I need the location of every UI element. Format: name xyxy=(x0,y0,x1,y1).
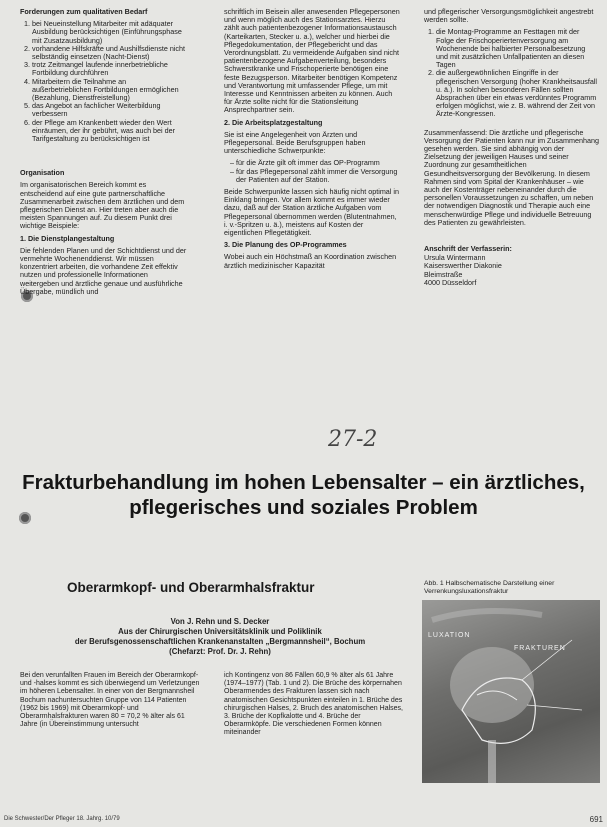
list-item: – für das Pflegepersonal zählt immer die Versorgung der Patienten auf der Station. xyxy=(236,168,402,184)
section-heading: Organisation xyxy=(20,168,65,178)
xray-drawing xyxy=(422,600,600,783)
address-line: Kaiserswerther Diakonie xyxy=(424,261,502,271)
paragraph: ich Kontingenz von 86 Fällen 60,9 % älter als 61 Jahre (1974–1977) (Tab. 1 und 2). Die Brüche des körpernahen Oberarmendes des Frakturen lassen sich nach anatomischen Gesichtspunkten einteilen in 1. Brüche des chirurgischen Halses, 2. Bruch des anatomischen Halses, 3. Brüche der Kopfkalotte und 4. Brüche der Oberarmköpfe. Die verschiedenen Formen können miteinander xyxy=(224,672,403,737)
list-item: 2. die außergewöhnlichen Eingriffe in der pflegerischen Versorgung (hoher Krankheitsausfall u. ä.). In solchen besonderen Fällen sollten Absprachen über ein etwas verdünntes Programm erfolgen möglichst, wie z. B. während der Zeit von Ärzte-Kongressen. xyxy=(436,69,599,118)
summary-paragraph: Zusammenfassend: Die ärztliche und pflegerische Versorgung der Patienten kann nur im Zusammenhang gesehen werden. Sie sind abhängig von der Zielsetzung der jeweiligen Hauses und seiner Zuordnung zur gesamtheitlichen Gesundheitsversorgung der Bevölkerung. In diesem Rahmen sind vom Spital der Krankenhäuser – wie auch der Kostenträger nebeneinander durch die personellen Voraussetzungen zu schaffen, um neben der notwendigen Diagnostik und Therapie auch eine menschenwürdige Pflege und individuelle Betreuung des Patienten zu gewährleisten. xyxy=(424,127,599,227)
figure-caption: Abb. 1 Halbschematische Darstellung einer Verrenkungsluxationsfraktur xyxy=(424,580,555,595)
paragraph: schriftlich im Beisein aller anwesenden Pflegepersonen und wenn möglich auch des Stationsarztes. Hierzu zählt auch patientenbezogener Informationsaustausch (Karteikarten, Stecker u. a.), welcher und hierbei die Pflegedokumentation, der Pflegebericht und das Verordnungsblatt. Zu vermeidende Aufgaben sind nicht patientenbezogene Aufgabenverteilung, besonders Schwerstkranke und Frischoperierte benötigen eine feste Bezugsperson. Mitarbeiter benötigen Kompetenz und Verantwortung mit umfassender Pflege, um mit Interesse und Kenntnissen arbeiten zu können. Auch für Ärzte sollte nicht für die Stationsleitung Ansprechpartner sein. xyxy=(224,7,400,115)
list-item: 5. das Angebot an fachlicher Weiterbildung verbessern xyxy=(32,102,187,118)
list-item: 1. die Montag-Programme an Festtagen mit der Folge der Frischoperiertenversorgung am Wochenende bei halbierter Personalbesetzung und mit zusätzlichen Unfallpatienten an diesen Tagen xyxy=(436,28,599,69)
author-block xyxy=(40,617,400,657)
column-1 xyxy=(20,8,187,300)
address-line: 4000 Düsseldorf xyxy=(424,277,477,287)
footer-text: Die Schwester/Der Pfleger 18. Jahrg. 10/79 xyxy=(4,816,120,822)
body-column-1 xyxy=(20,672,200,733)
article-title: Frakturbehandlung im hohen Lebensalter – ein ärztliches, pflegerisches und soziales Problem xyxy=(22,471,585,519)
article-subtitle: Oberarmkopf- und Oberarmhalsfraktur xyxy=(67,580,315,595)
planning-list xyxy=(424,28,599,118)
column-2 xyxy=(224,8,402,274)
paragraph: und pflegerischer Versorgungsmöglichkeit angestrebt werden sollte. xyxy=(424,7,594,25)
dash-list xyxy=(224,159,402,184)
handwritten-mark: 27-2 xyxy=(328,427,378,452)
author-line: der Berufsgenossenschaftlichen Krankenanstalten „Bergmannsheil“, Bochum xyxy=(74,637,366,646)
section-heading: 3. Die Planung des OP-Programmes xyxy=(224,240,347,250)
body-column-2 xyxy=(224,672,404,742)
section-heading: 2. Die Arbeitsplatzgestaltung xyxy=(224,117,323,127)
paragraph: Bei den verunfallten Frauen im Bereich der Oberarmkopf- und -halses kommt es sich überwiegend um Verletzungen im höheren Lebensalter. In einer von der Bergmannsheil Bochum nachuntersuchten Gruppe von 114 Patienten (1962 bis 1969) mit Oberarmkopf- und Oberarmhalsfrakturen waren 80 = 70,2 % älter als 61 Jahre (in Übereinstimmung untersucht xyxy=(20,672,200,729)
list-item: 2. vorhandene Hilfskräfte und Aushilfsdienste nicht selbständig einsetzen (Nacht-Dienst) xyxy=(32,45,187,61)
address-line: Ursula Wintermann xyxy=(424,253,486,263)
page-number: 691 xyxy=(589,815,603,824)
section-lead: Forderungen zum qualitativen Bedarf xyxy=(20,7,148,16)
list-item: 3. trotz Zeitmangel laufende innerbetriebliche Fortbildung durchführen xyxy=(32,61,187,77)
author-line: Von J. Rehn und S. Decker xyxy=(170,617,270,626)
paragraph: Im organisatorischen Bereich kommt es entscheidend auf eine gute partnerschaftliche Zusammenarbeit zwischen dem ärztlichen und dem pflegerischen Dienst an. Hier treten aber auch die meisten Spannungen auf. Zu diesem Punkt drei wichtige Beispiele: xyxy=(20,180,185,231)
figure-label: FRAKTUREN xyxy=(514,645,566,652)
paragraph: Sie ist eine Angelegenheit von Ärzten und Pflegepersonal. Beide Berufsgruppen haben unterschiedliche Schwerpunkte: xyxy=(224,129,366,156)
figure-label: LUXATION xyxy=(428,632,471,639)
list-item: 1. bei Neueinstellung Mitarbeiter mit adäquater Ausbildung berücksichtigen (Einführungsphase mit Zusatzausbildung) xyxy=(32,20,187,45)
paragraph: Wobei auch ein Höchstmaß an Koordination zwischen ärztlich medizinischer Kapazität xyxy=(224,252,397,270)
requirements-list xyxy=(20,20,187,143)
column-3 xyxy=(424,8,599,287)
address-line: Bleimstraße xyxy=(424,269,463,279)
xray-figure xyxy=(422,600,600,783)
paragraph: Beide Schwerpunkte lassen sich häufig nicht optimal in Einklang bringen. Vor allem kommt es immer wieder dazu, daß auf der Station ärztliche Aufgaben vom Pflegepersonal übernommen werden (Blutentnahmen, i. v.-Spritzen u. ä.), meistens auf Kosten der eigentlichen Pflegetätigkeit. xyxy=(224,187,399,238)
address-heading: Anschrift der Verfasserin: xyxy=(424,244,512,254)
author-line: Aus der Chirurgischen Universitätsklinik und Poliklinik xyxy=(118,627,322,636)
list-item: 4. Mitarbeitern die Teilnahme an außerbetrieblichen Fortbildungen ermöglichen (Bezahlung, Dienstfreistellung) xyxy=(32,78,187,103)
paragraph: Die fehlenden Planen und der Schichtdienst und der vermehrte Wochenenddienst. Wir müssen konzentriert arbeiten, die vorhandene Zeit effektiv nutzen und professionelle Informationen weitergeben und ärztliche genaue und ausführliche Übergabe, mündlich und xyxy=(20,245,187,296)
list-item: – für die Ärzte gilt oft immer das OP-Programm xyxy=(236,159,402,167)
list-item: 6. der Pflege am Krankenbett wieder den Wert einräumen, der ihr gebührt, was auch bei der Tarifgestaltung zu berücksichtigen ist xyxy=(32,119,187,144)
section-heading: 1. Die Dienstplangestaltung xyxy=(20,233,115,243)
author-line: (Chefarzt: Prof. Dr. J. Rehn) xyxy=(169,647,271,656)
